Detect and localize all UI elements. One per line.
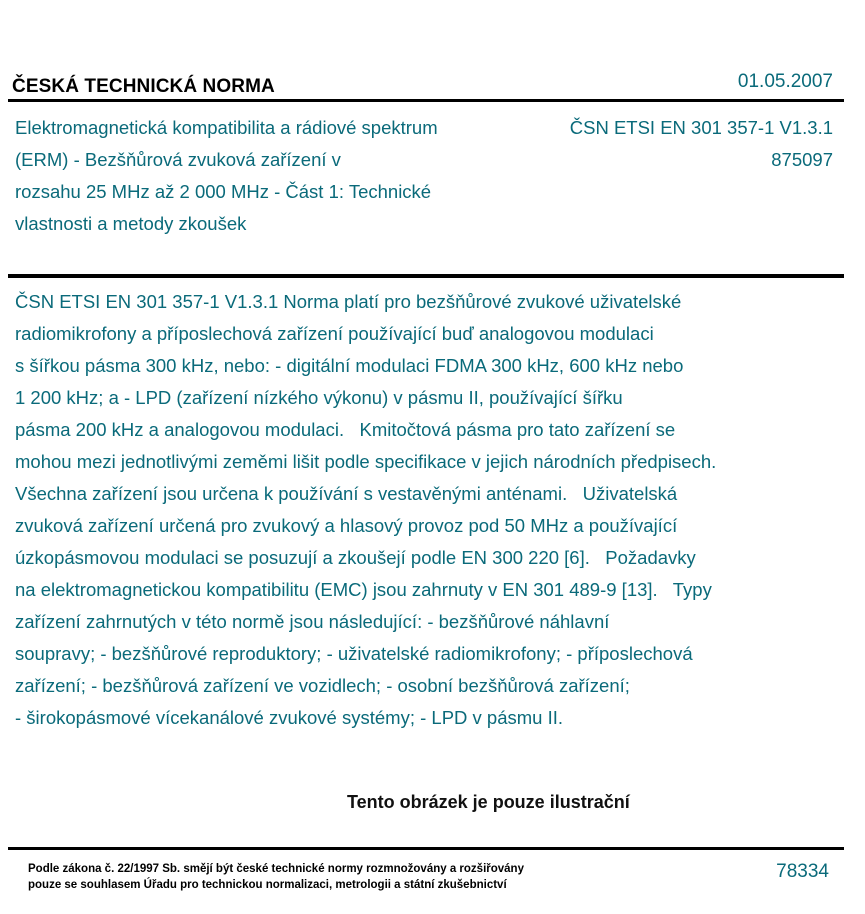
abstract-line: úzkopásmovou modulaci se posuzují a zkoušejí podle EN 300 220 [6]. Požadavky <box>15 547 696 568</box>
legal-line: Podle zákona č. 22/1997 Sb. smějí být české technické normy rozmnožovány a rozšiřovány <box>28 863 524 875</box>
document-header-title: ČESKÁ TECHNICKÁ NORMA <box>12 76 275 97</box>
abstract-line: s šířkou pásma 300 kHz, nebo: - digitální modulaci FDMA 300 kHz, 600 kHz nebo <box>15 355 684 376</box>
abstract-line: zařízení zahrnutých v této normě jsou následující: - bezšňůrové náhlavní <box>15 611 610 632</box>
abstract-line: zvuková zařízení určená pro zvukový a hlasový provoz pod 50 MHz a používající <box>15 515 678 536</box>
abstract-line: na elektromagnetickou kompatibilitu (EMC) jsou zahrnuty v EN 301 489-9 [13]. Typy <box>15 579 712 600</box>
title-line: vlastnosti a metody zkoušek <box>15 213 247 234</box>
abstract-line: - širokopásmové vícekanálové zvukové systémy; - LPD v pásmu II. <box>15 707 564 728</box>
catalog-number: 78334 <box>776 861 829 882</box>
issue-date: 01.05.2007 <box>737 71 833 92</box>
abstract-line: 1 200 kHz; a - LPD (zařízení nízkého výkonu) v pásmu II, používající šířku <box>15 387 623 408</box>
title-divider <box>8 274 844 278</box>
abstract-line: mohou mezi jednotlivými zeměmi lišit podle specifikace v jejich národních předpisech. <box>15 451 717 472</box>
abstract-line: Všechna zařízení jsou určena k používání s vestavěnými anténami. Uživatelská <box>15 483 678 504</box>
title-line: Elektromagnetická kompatibilita a rádiové spektrum <box>15 117 438 138</box>
abstract-text <box>15 286 845 734</box>
abstract-line: soupravy; - bezšňůrové reproduktory; - uživatelské radiomikrofony; - příposlechová <box>15 643 693 664</box>
header-divider <box>8 99 844 102</box>
standard-title <box>15 112 525 240</box>
title-line: rozsahu 25 MHz až 2 000 MHz - Část 1: Technické <box>15 181 432 202</box>
standard-identifier-block <box>503 112 833 176</box>
title-line: (ERM) - Bezšňůrová zvuková zařízení v <box>15 149 341 170</box>
abstract-line: ČSN ETSI EN 301 357-1 V1.3.1 Norma platí pro bezšňůrové zvukové uživatelské <box>15 291 682 312</box>
legal-line: pouze se souhlasem Úřadu pro technickou normalizaci, metrologii a státní zkušebnictví <box>28 879 507 891</box>
legal-notice <box>28 861 524 893</box>
footer-divider <box>8 847 844 850</box>
abstract-line: pásma 200 kHz a analogovou modulaci. Kmitočtová pásma pro tato zařízení se <box>15 419 676 440</box>
illustration-disclaimer: Tento obrázek je pouze ilustrační <box>347 792 630 812</box>
standard-id: ČSN ETSI EN 301 357-1 V1.3.1 <box>569 117 833 138</box>
class-number: 875097 <box>771 149 833 170</box>
abstract-line: zařízení; - bezšňůrová zařízení ve vozidlech; - osobní bezšňůrová zařízení; <box>15 675 630 696</box>
abstract-line: radiomikrofony a příposlechová zařízení používající buď analogovou modulaci <box>15 323 654 344</box>
